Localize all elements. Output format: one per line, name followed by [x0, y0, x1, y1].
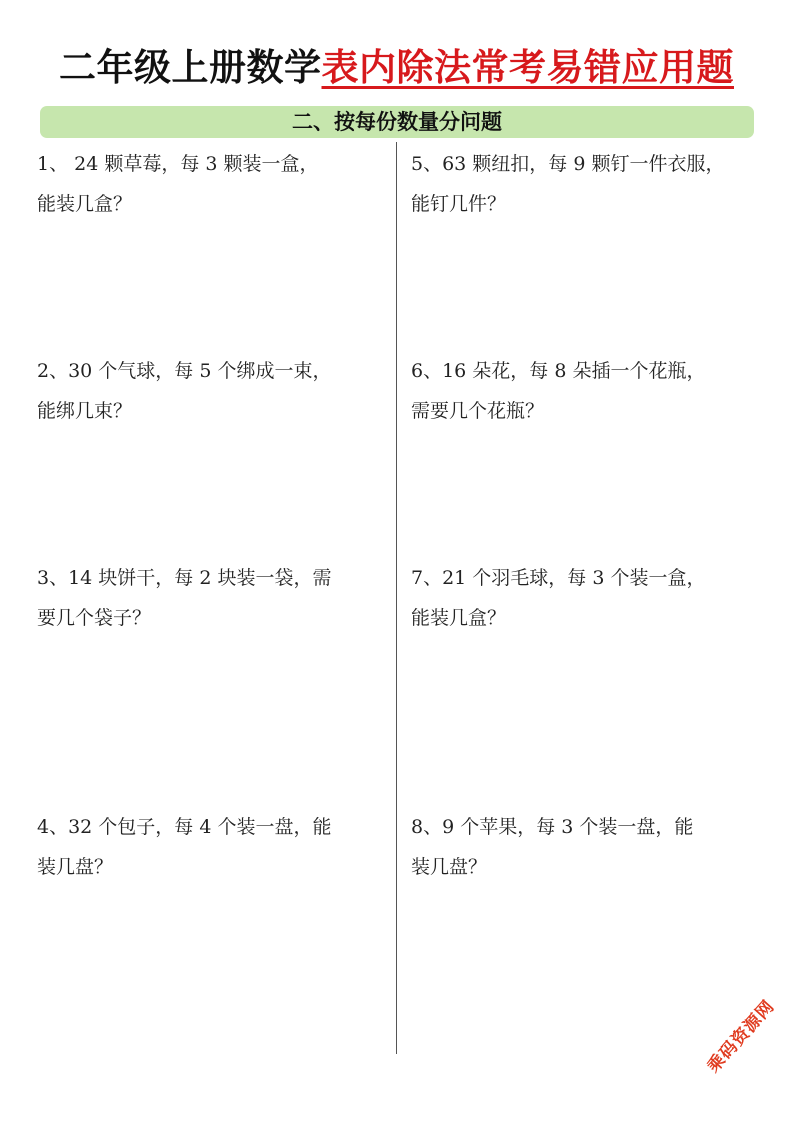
problem-7 [411, 558, 756, 638]
problem-8 [411, 807, 756, 887]
problem-5-line-2: 能钉几件？ [411, 193, 507, 215]
page-title [0, 44, 793, 92]
problem-4-line-2: 装几盘？ [37, 856, 114, 878]
problem-8-line-2: 装几盘？ [411, 856, 488, 878]
problem-2-line-1: 2、30 个气球，每 5 个绑成一束， [37, 360, 332, 382]
problem-2 [37, 351, 387, 431]
watermark: 乘码资源网 [703, 996, 779, 1077]
problem-5 [411, 144, 756, 224]
problem-7-line-2: 能装几盒？ [411, 607, 507, 629]
problem-3-line-2: 要几个袋子？ [37, 607, 152, 629]
problem-1-line-1: 1、 24 颗草莓，每 3 颗装一盒， [37, 153, 319, 175]
problem-6-line-2: 需要几个花瓶？ [411, 400, 545, 422]
problem-1-line-2: 能装几盒？ [37, 193, 133, 215]
problem-5-line-1: 5、63 颗纽扣，每 9 颗钉一件衣服， [411, 153, 725, 175]
section-heading: 二、按每份数量分问题 [40, 106, 754, 138]
problem-6-line-1: 6、16 朵花，每 8 朵插一个花瓶， [411, 360, 706, 382]
problem-4-line-1: 4、32 个包子，每 4 个装一盘，能 [37, 816, 332, 838]
problem-7-line-1: 7、21 个羽毛球，每 3 个装一盒， [411, 567, 706, 589]
problem-3 [37, 558, 387, 638]
problem-1 [37, 144, 387, 224]
problem-3-line-1: 3、14 块饼干，每 2 块装一袋，需 [37, 567, 332, 589]
problem-4 [37, 807, 387, 887]
title-highlight: 表内除法常考易错应用题 [321, 46, 734, 89]
problem-8-line-1: 8、9 个苹果，每 3 个装一盘，能 [411, 816, 694, 838]
column-divider [396, 142, 397, 1054]
problem-2-line-2: 能绑几束？ [37, 400, 133, 422]
title-prefix: 二年级上册数学 [59, 46, 322, 89]
problem-6 [411, 351, 756, 431]
